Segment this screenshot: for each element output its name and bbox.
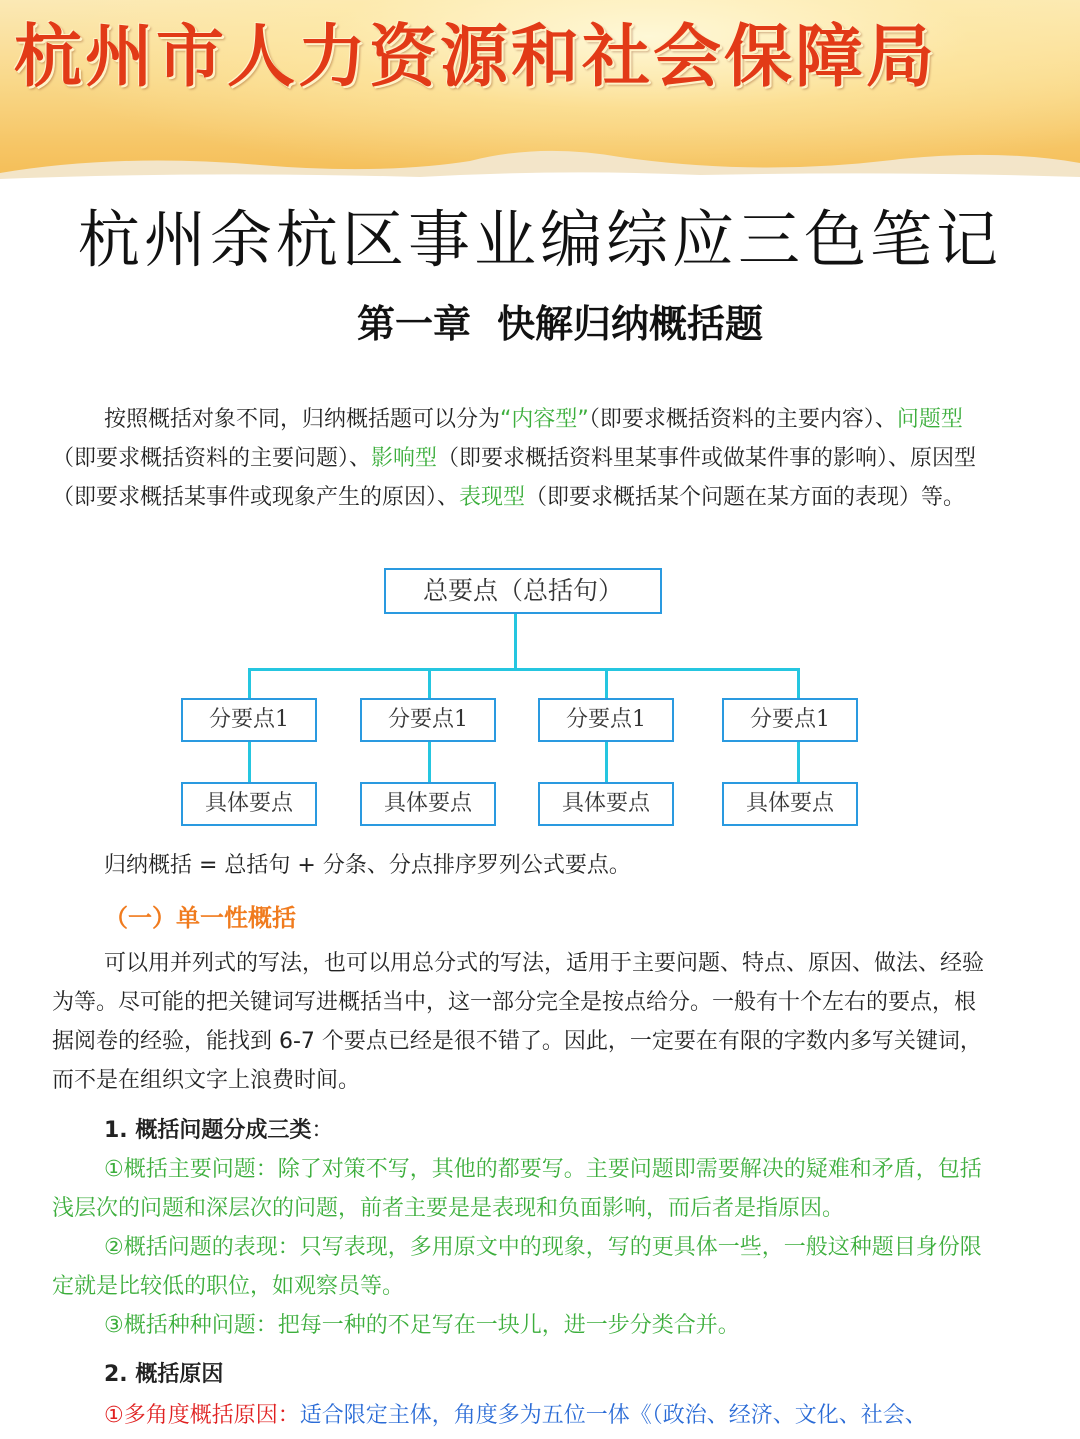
connector-drop-4 xyxy=(797,668,800,698)
subheading-problem-types xyxy=(104,1112,333,1150)
mountain-silhouette-decoration xyxy=(0,113,1080,183)
connector-drop-2 xyxy=(428,668,431,698)
problem-type-item-3: ③概括种种问题：把每一种的不足写在一块儿，进一步分类合并。 xyxy=(104,1313,740,1338)
cause-item-1 xyxy=(52,1396,1012,1435)
subheading-problem-types-text: 1. 概括问题分成三类 xyxy=(104,1118,312,1143)
chapter-title xyxy=(0,298,1080,350)
subheading-cause-summary: 2. 概括原因 xyxy=(104,1362,224,1387)
chapter-number: 第一章 xyxy=(356,302,471,346)
section-heading-single-summary: （一）单一性概括 xyxy=(104,904,296,932)
keyword-content-type: “内容型” xyxy=(500,407,589,432)
diagram-sub-point-4: 分要点1 xyxy=(722,698,858,742)
connector-sub-3 xyxy=(605,742,608,782)
diagram-sub-point-1: 分要点1 xyxy=(181,698,317,742)
banner-title: 杭州市人力资源和社会保障局 xyxy=(14,18,938,97)
intro-text-4: （即要求概括资料里某事件或做某件事的影响）、原因型（即要求概括某事件或现象产生的原因）、 xyxy=(52,446,977,510)
diagram-detail-2: 具体要点 xyxy=(360,782,496,826)
problem-type-item-2: ②概括问题的表现：只写表现，多用原文中的现象，写的更具体一些，一般这种题目身份限定就是比较低的职位，如观察员等。 xyxy=(52,1235,982,1299)
intro-text-5: （即要求概括某个问题在某方面的表现）等。 xyxy=(525,485,966,510)
connector-drop-3 xyxy=(605,668,608,698)
connector-drop-1 xyxy=(248,668,251,698)
intro-text-2: （即要求概括资料的主要内容）、 xyxy=(588,407,897,432)
intro-paragraph xyxy=(52,400,992,517)
problem-type-item-1: ①概括主要问题：除了对策不写，其他的都要写。主要问题即需要解决的疑难和矛盾，包括浅层次的问题和深层次的问题，前者主要是是表现和负面影响，而后者是指原因。 xyxy=(52,1157,982,1221)
formula-line: 归纳概括 = 总括句 + 分条、分点排序罗列公式要点。 xyxy=(104,853,631,878)
intro-text-1: 按照概括对象不同，归纳概括题可以分为 xyxy=(104,407,501,432)
header-banner xyxy=(0,0,1080,183)
connector-sub-2 xyxy=(428,742,431,782)
summary-structure-diagram xyxy=(0,560,1080,840)
subheading-colon: ： xyxy=(311,1118,334,1143)
diagram-sub-point-3: 分要点1 xyxy=(538,698,674,742)
diagram-detail-3: 具体要点 xyxy=(538,782,674,826)
diagram-detail-4: 具体要点 xyxy=(722,782,858,826)
diagram-detail-1: 具体要点 xyxy=(181,782,317,826)
connector-vertical-main xyxy=(514,614,517,670)
intro-text-3: （即要求概括资料的主要问题）、 xyxy=(52,446,372,471)
connector-sub-1 xyxy=(248,742,251,782)
diagram-sub-point-2: 分要点1 xyxy=(360,698,496,742)
cause-item-body: 适合限定主体，角度多为五位一体《（政治、经济、文化、社会、 xyxy=(299,1403,927,1428)
chapter-name: 快解归纳概括题 xyxy=(497,302,764,346)
document-title: 杭州余杭区事业编综应三色笔记 xyxy=(77,203,1002,276)
diagram-main-point: 总要点（总括句） xyxy=(384,568,662,614)
keyword-problem-type: 问题型 xyxy=(896,407,963,432)
cause-item-lead: ①多角度概括原因： xyxy=(104,1403,300,1428)
connector-sub-4 xyxy=(797,742,800,782)
connector-horizontal xyxy=(248,668,800,671)
keyword-manifestation-type: 表现型 xyxy=(459,485,526,510)
keyword-impact-type: 影响型 xyxy=(371,446,438,471)
section1-body: 可以用并列式的写法，也可以用总分式的写法，适用于主要问题、特点、原因、做法、经验为等。尽可能的把关键词写进概括当中，这一部分完全是按点给分。一般有十个左右的要点，根据阅卷的经验，能找到 6-7 个要点已经是很不错了。因此，一定要在有限的字数内多写关键词，而不是在组织文字上浪费时间。 xyxy=(52,951,985,1093)
